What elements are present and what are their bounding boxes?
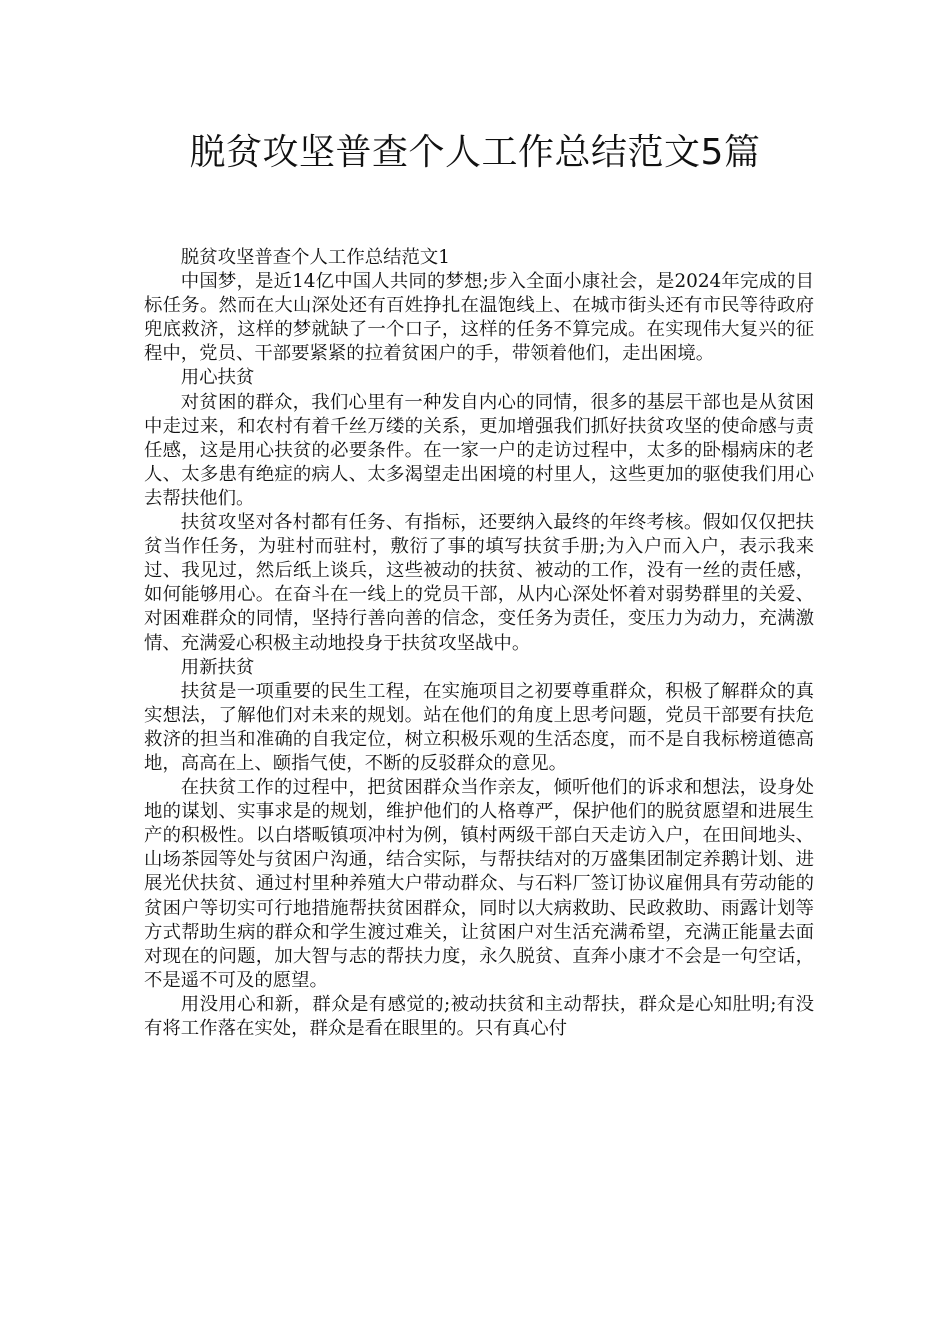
body-paragraph: 扶贫是一项重要的民生工程，在实施项目之初要尊重群众，积极了解群众的真实想法，了解他们对未来的规划。站在他们的角度上思考问题，党员干部要有扶危救济的担当和准确的自我定位，树立积极乐观的生活态度，而不是自我标榜道德高地，高高在上、颐指气使，不断的反驳群众的意见。 [144, 680, 814, 774]
body-paragraph: 中国梦，是近14亿中国人共同的梦想;步入全面小康社会，是2024年完成的目标任务。然而在大山深处还有百姓挣扎在温饱线上、在城市街头还有市民等待政府兜底救济，这样的梦就缺了一个口子，这样的任务不算完成。在实现伟大复兴的征程中，党员、干部要紧紧的拉着贫困户的手，带领着他们，走出困境。 [144, 271, 814, 365]
body-paragraph: 对贫困的群众，我们心里有一种发自内心的同情，很多的基层干部也是从贫困中走过来，和农村有着千丝万缕的关系，更加增强我们抓好扶贫攻坚的使命感与责任感，这是用心扶贫的必要条件。在一家一户的走访过程中，太多的卧榻病床的老人、太多患有绝症的病人、太多渴望走出困境的村里人，这些更加的驱使我们用心去帮扶他们。 [144, 391, 814, 509]
body-paragraph: 在扶贫工作的过程中，把贫困群众当作亲友，倾听他们的诉求和想法，设身处地的谋划、实事求是的规划，维护他们的人格尊严，保护他们的脱贫愿望和进展生产的积极性。以白塔畈镇项冲村为例，镇村两级干部白天走访入户，在田间地头、山场茶园等处与贫困户沟通，结合实际，与帮扶结对的万盛集团制定养鹅计划、进展光伏扶贫、通过村里种养殖大户带动群众、与石料厂签订协议雇佣具有劳动能的贫困户等切实可行地措施帮扶贫困群众，同时以大病救助、民政救助、雨露计划等方式帮助生病的群众和学生渡过难关，让贫困户对生活充满希望，充满正能量去面对现在的问题，加大智与志的帮扶力度，永久脱贫、直奔小康才不会是一句空话，不是遥不可及的愿望。 [144, 777, 814, 991]
subsection-heading: 用新扶贫 [180, 656, 255, 678]
body-paragraph: 扶贫攻坚对各村都有任务、有指标，还要纳入最终的年终考核。假如仅仅把扶贫当作任务，为驻村而驻村，敷衍了事的填写扶贫手册;为入户而入户，表示我来过、我见过，然后纸上谈兵，这些被动的扶贫、被动的工作，没有一丝的责任感，如何能够用心。在奋斗在一线上的党员干部，从内心深处怀着对弱势群里的关爱、对困难群众的同情，坚持行善向善的信念，变任务为责任，变压力为动力，充满激情、充满爱心积极主动地投身于扶贫攻坚战中。 [144, 512, 814, 654]
subsection-heading: 用心扶贫 [180, 367, 255, 389]
document-title: 脱贫攻坚普查个人工作总结范文5篇 [189, 132, 761, 173]
body-paragraph: 用没用心和新，群众是有感觉的;被动扶贫和主动帮扶，群众是心知肚明;有没有将工作落在实处，群众是看在眼里的。只有真心付 [144, 993, 814, 1039]
document-body [144, 246, 814, 1041]
section-heading: 脱贫攻坚普查个人工作总结范文1 [180, 247, 450, 268]
